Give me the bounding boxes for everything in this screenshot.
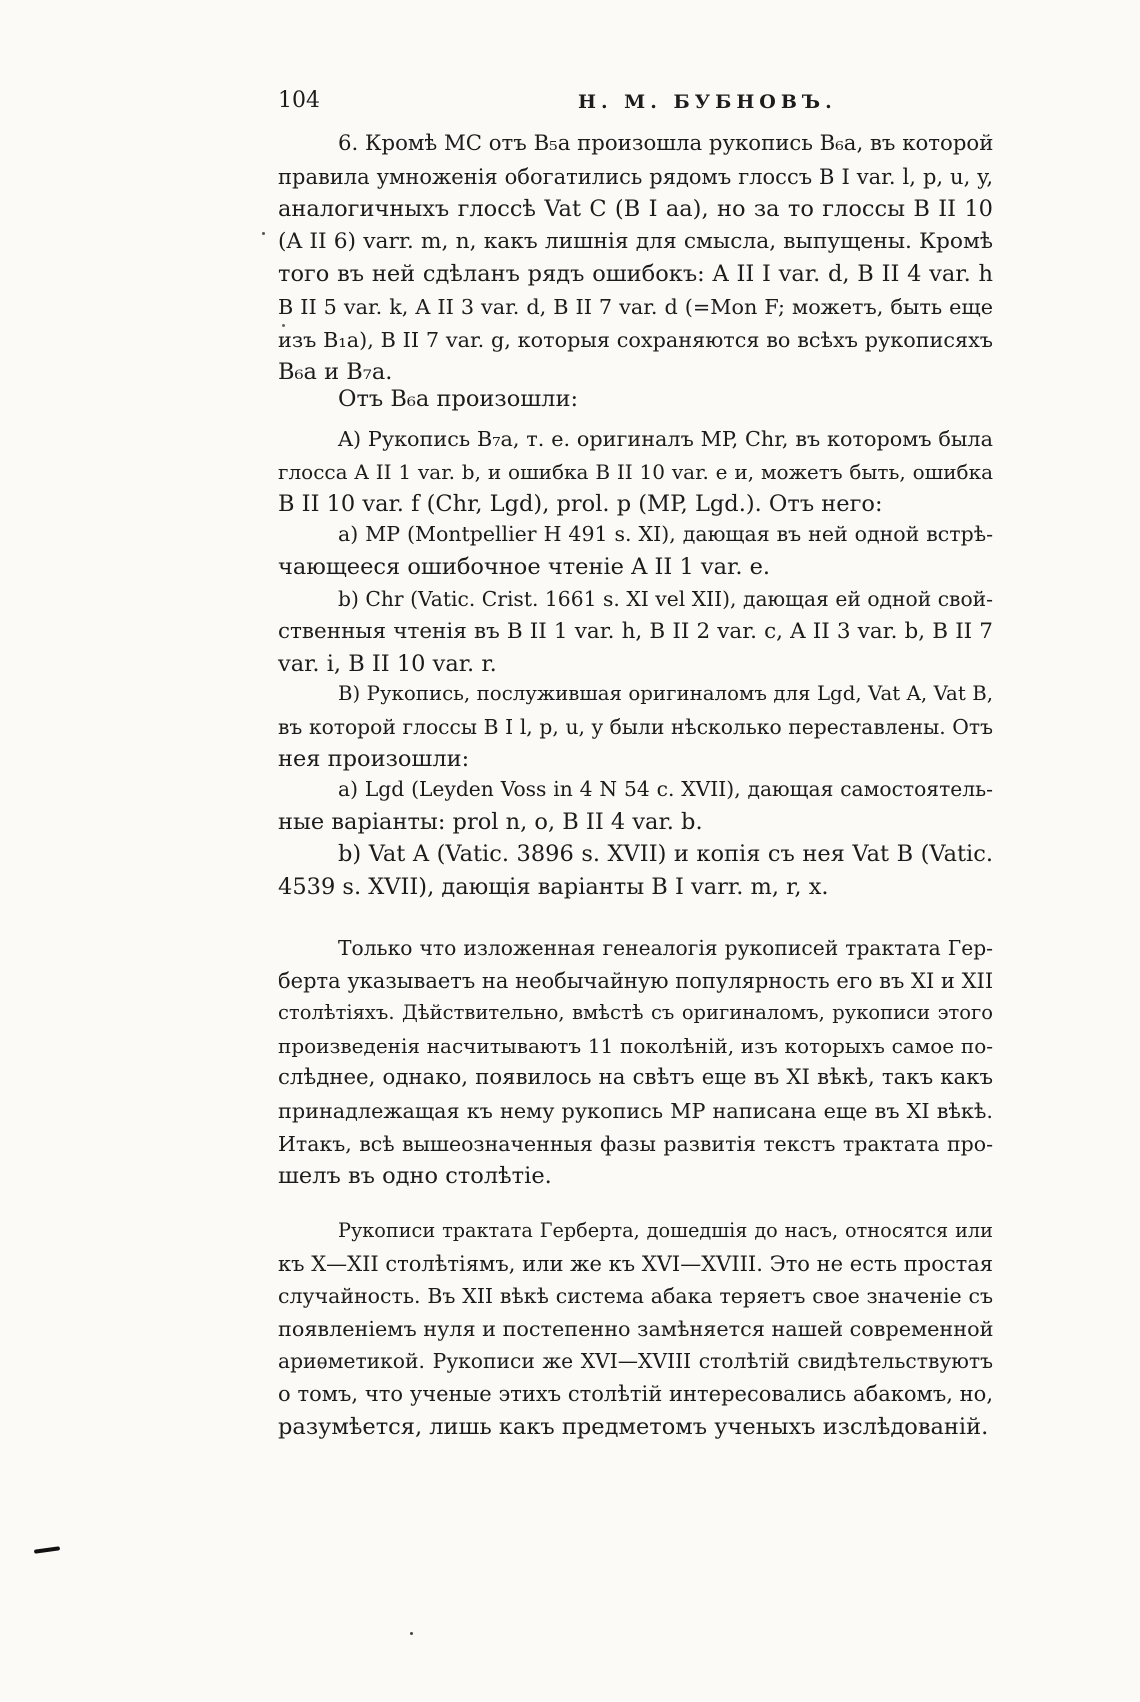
text-line: b) Chr (Vatic. Crist. 1661 s. XI vel XII), дающая ей одной свой- xyxy=(338,587,993,611)
text-line: Итакъ, всѣ вышеозначенныя фазы развитія текстъ трактата про- xyxy=(278,1131,993,1156)
text-line: чающееся ошибочное чтеніе A II 1 var. e. xyxy=(278,553,771,580)
text-line: того въ ней сдѣланъ рядъ ошибокъ: A II I var. d, B II 4 var. h xyxy=(278,261,993,288)
text-line: нея произошли: xyxy=(278,746,470,773)
margin-ink-mark xyxy=(34,1546,60,1554)
text-line: B₆a и B₇a. xyxy=(278,359,393,386)
text-line: A) Рукопись B₇a, т. е. оригиналъ MP, Chr, въ которомъ была xyxy=(338,427,993,451)
text-line: въ которой глоссы B I l, p, u, y были нѣсколько переставлены. Отъ xyxy=(278,714,993,739)
paragraph-manuscript-dating xyxy=(278,1215,993,1443)
paragraph-descendants-heading xyxy=(278,383,993,416)
text-line: случайность. Въ XII вѣкѣ система абака теряетъ свое значеніе съ xyxy=(278,1284,993,1309)
text-line: изъ B₁a), B II 7 var. g, которыя сохраняются во всѣхъ рукописяхъ xyxy=(278,327,993,352)
text-line: 4539 s. XVII), дающія варіанты B I varr. m, r, x. xyxy=(278,873,829,900)
text-line: о томъ, что ученые этихъ столѣтій интересовались абакомъ, но, xyxy=(278,1381,993,1406)
text-line: B) Рукопись, послужившая оригиналомъ для Lgd, Vat A, Vat B, xyxy=(338,682,993,705)
scan-speck xyxy=(262,232,265,235)
text-line: var. i, B II 10 var. r. xyxy=(278,651,497,678)
text-line: слѣднее, однако, появилось на свѣтъ еще въ XI вѣкѣ, такъ какъ xyxy=(278,1065,993,1091)
text-line: Рукописи трактата Герберта, дошедшія до насъ, относятся или xyxy=(338,1219,993,1242)
text-line: 6. Кромѣ MC отъ B₅a произошла рукопись B₆a, въ которой xyxy=(338,131,994,156)
running-head-author: Н. М. БУБНОВЪ. xyxy=(578,91,837,113)
text-line: столѣтіяхъ. Дѣйствительно, вмѣстѣ съ оригиналомъ, рукописи этого xyxy=(278,1001,993,1025)
text-line: шелъ въ одно столѣтіе. xyxy=(278,1163,552,1190)
text-line: берта указываетъ на необычайную популярность его въ XI и XII xyxy=(278,968,994,993)
text-line: B II 10 var. f (Chr, Lgd), prol. p (MP, Lgd.). Отъ него: xyxy=(278,491,883,518)
paragraph-branch-a-mp xyxy=(278,518,993,583)
text-line: правила умноженія обогатились рядомъ глоссъ B I var. l, p, u, y, xyxy=(278,164,993,189)
text-line: B II 5 var. k, A II 3 var. d, B II 7 var. d (=Mon F; можетъ, быть еще xyxy=(278,294,993,319)
text-line: аналогичныхъ глоссѣ Vat C (B I aa), но за то глоссы B II 10 xyxy=(278,196,993,223)
text-line: ные варіанты: prol n, o, B II 4 var. b. xyxy=(278,808,703,835)
paragraph-branch-b-vat xyxy=(278,838,993,903)
paragraph-manuscript-b6a xyxy=(278,128,993,389)
text-line: a) Lgd (Leyden Voss in 4 N 54 c. XVII), дающая самостоятель- xyxy=(338,777,993,801)
paragraph-genealogy-conclusion xyxy=(278,932,993,1193)
paragraph-branch-a-chr xyxy=(278,583,993,681)
paragraph-branch-b xyxy=(278,678,993,776)
text-line: ариѳметикой. Рукописи же XVI—XVIII столѣтій свидѣтельствуютъ xyxy=(278,1349,993,1374)
text-line: къ X—XII столѣтіямъ, или же къ XVI—XVIII. Это не есть простая xyxy=(278,1251,993,1276)
paragraph-branch-a xyxy=(278,423,993,521)
text-line: разумѣется, лишь какъ предметомъ ученыхъ изслѣдованій. xyxy=(278,1413,989,1440)
running-header xyxy=(278,88,993,118)
text-line: принадлежащая къ нему рукопись MP написана еще въ XI вѣкѣ. xyxy=(278,1098,993,1123)
text-line: a) MP (Montpellier H 491 s. XI), дающая въ ней одной встрѣ- xyxy=(338,522,993,546)
text-line: появленіемъ нуля и постепенно замѣняется нашей современной xyxy=(278,1316,994,1341)
text-line: (A II 6) varr. m, n, какъ лишнія для смысла, выпущены. Кромѣ xyxy=(278,228,993,254)
text-line: глосса A II 1 var. b, и ошибка B II 10 var. e и, можетъ быть, ошибка xyxy=(278,459,993,484)
scan-speck xyxy=(282,324,285,327)
text-line: произведенія насчитываютъ 11 поколѣній, изъ которыхъ самое по- xyxy=(278,1033,993,1058)
paragraph-branch-b-lgd xyxy=(278,773,993,838)
text-line: b) Vat A (Vatic. 3896 s. XVII) и копія съ нея Vat B (Vatic. xyxy=(338,841,993,867)
page-number: 104 xyxy=(278,88,320,113)
text-line: ственныя чтенія въ B II 1 var. h, B II 2 var. c, A II 3 var. b, B II 7 xyxy=(278,618,993,644)
text-line: Только что изложенная генеалогія рукописей трактата Гер- xyxy=(338,936,993,960)
text-line: Отъ B₆a произошли: xyxy=(338,386,579,412)
scan-speck xyxy=(410,1632,413,1635)
